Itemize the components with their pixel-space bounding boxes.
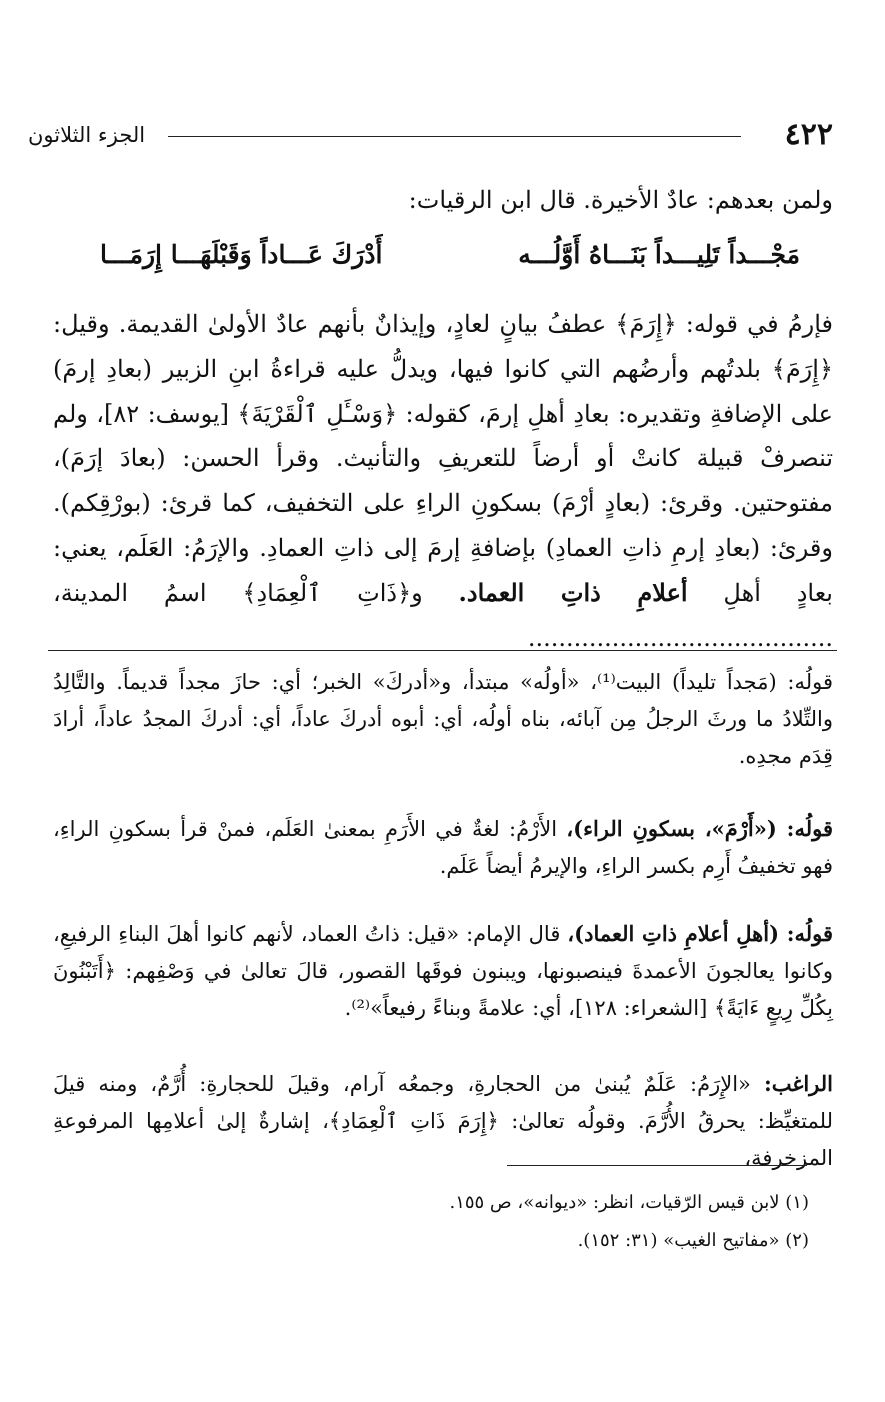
running-title: الجزء الثلاثون [28,123,146,147]
commentary-paragraph-4 [53,1065,833,1177]
commentary-lead: الراغب: [763,1071,833,1096]
commentary-text: الأَرْمُ: لغةٌ في الأَرَمِ بمعنىٰ العَلَم، فمنْ قرأ بسكونِ الراءِ، فهو تخفيفُ أَرِم بكسر الراءِ، والإيرمُ أيضاً عَلَم. [53,817,833,878]
header-rule [168,136,741,137]
tafsir-paragraph [53,302,833,660]
commentary-divider [48,650,837,651]
commentary-lead: قولُه: (أهلِ أعلامِ ذاتِ العماد)، [567,921,833,946]
footnotes [109,1184,809,1260]
tafsir-tail: و﴿ذَاتِ ٱلْعِمَادِ﴾ اسمُ المدينة، [53,578,459,607]
footnote-rule [507,1165,807,1166]
commentary-paragraph-2 [53,810,833,885]
page-number: ٤٢٢ [784,117,833,152]
footnote-2: (٢) «مفاتيح الغيب» (٣١: ١٥٢). [577,1230,809,1251]
verse-second-hemistich: أَدْرَكَ عَـــاداً وَقَبْلَهَـــا إِرَمَـــا [100,240,383,269]
tafsir-bold-phrase: أعلامِ ذاتِ العماد. [458,577,688,607]
commentary-paragraph-3 [53,915,833,1027]
tafsir-ellipsis: ........................................ [527,623,833,652]
commentary-text: «الإِرَمُ: عَلَمٌ يُبنىٰ من الحجارةِ، وجمعُه آرام، وقيلَ للحجارةِ: أُرَّمٌ، ومنه قيلَ للمتغيِّظ: يحرقُ الأُرَّمَ. وقولُه تعالىٰ: ﴿إِرَمَ ذَاتِ ٱلْعِمَادِ﴾، إشارةٌ إلىٰ أعلامِها المرفوعةِ المزخرفة، [53,1072,833,1170]
page-header [28,112,833,158]
commentary-lead: قولُه: («أَرْمَ»، بسكونِ الراء)، [566,816,833,841]
commentary-paragraph-1: قولُه: (مَجداً تليداً) البيت⁽¹⁾، «أولُه» مبتدأ، و«أدركَ» الخبر؛ أي: حازَ مجداً قديماً. والتَّالِدُ والتِّلادُ ما ورثَ الرجلُ مِن آبائه، بناه أولُه، أي: أبوه أدركَ عاداً، أي: أدركَ المجدُ عاداً، أرادَ قِدَم مجدِه. [53,670,833,768]
intro-line: ولمن بعدهم: عادٌ الأخيرة. قال ابن الرقيات: [408,186,833,214]
tafsir-text: فإرمُ في قوله: ﴿إِرَمَ﴾ عطفُ بيانٍ لعادٍ، وإيذانٌ بأنهم عادٌ الأولىٰ القديمة. وقيل: ﴿إِرَمَ﴾ بلدتُهم وأرضُهم التي كانوا فيها، ويدلُّ عليه قراءةُ ابنِ الزبير (بعادِ إرمَ) على الإضافةِ وتقديره: بعادِ أهلِ إرمَ، كقوله: ﴿وَسْـَٔلِ ٱلْقَرْيَةَ﴾ [يوسف: ٨٢]، ولم تنصرفْ قبيلة كانتْ أو أرضاً للتعريفِ والتأنيث. وقرأ الحسن: (بعادَ إرَمَ)، مفتوحتين. وقرئ: (بعادٍ أرْمَ) بسكونِ الراءِ على التخفيف، كما قرئ: (بورْقِكم). وقرئ: (بعادِ إرمِ ذاتِ العمادِ) بإضافةِ إرمَ إلى ذاتِ العمادِ. والإرَمُ: العَلَم، يعني: بعادٍ أهلِ [53,310,834,607]
poetry-verse [100,232,800,282]
verse-first-hemistich: مَجْـــداً تَلِيـــداً بَنَـــاهُ أَوَّلُـــه [518,240,800,269]
commentary-text: قال الإمام: «قيل: ذاتُ العماد، لأنهم كانوا أهلَ البناءِ الرفيعِ، وكانوا يعالجونَ الأعمدةَ فينصبونها، ويبنون فوقَها القصور، قالَ تعالىٰ في وَصْفِهم: ﴿أَتَبْنُونَ بِكُلِّ رِيعٍ ءَايَةً﴾ [الشعراء: ١٢٨]، أي: علامةً وبناءً رفيعاً»⁽²⁾. [53,922,833,1020]
footnote-1: (١) لابن قيس الرّقيات، انظر: «ديوانه»، ص ١٥٥. [449,1192,809,1213]
